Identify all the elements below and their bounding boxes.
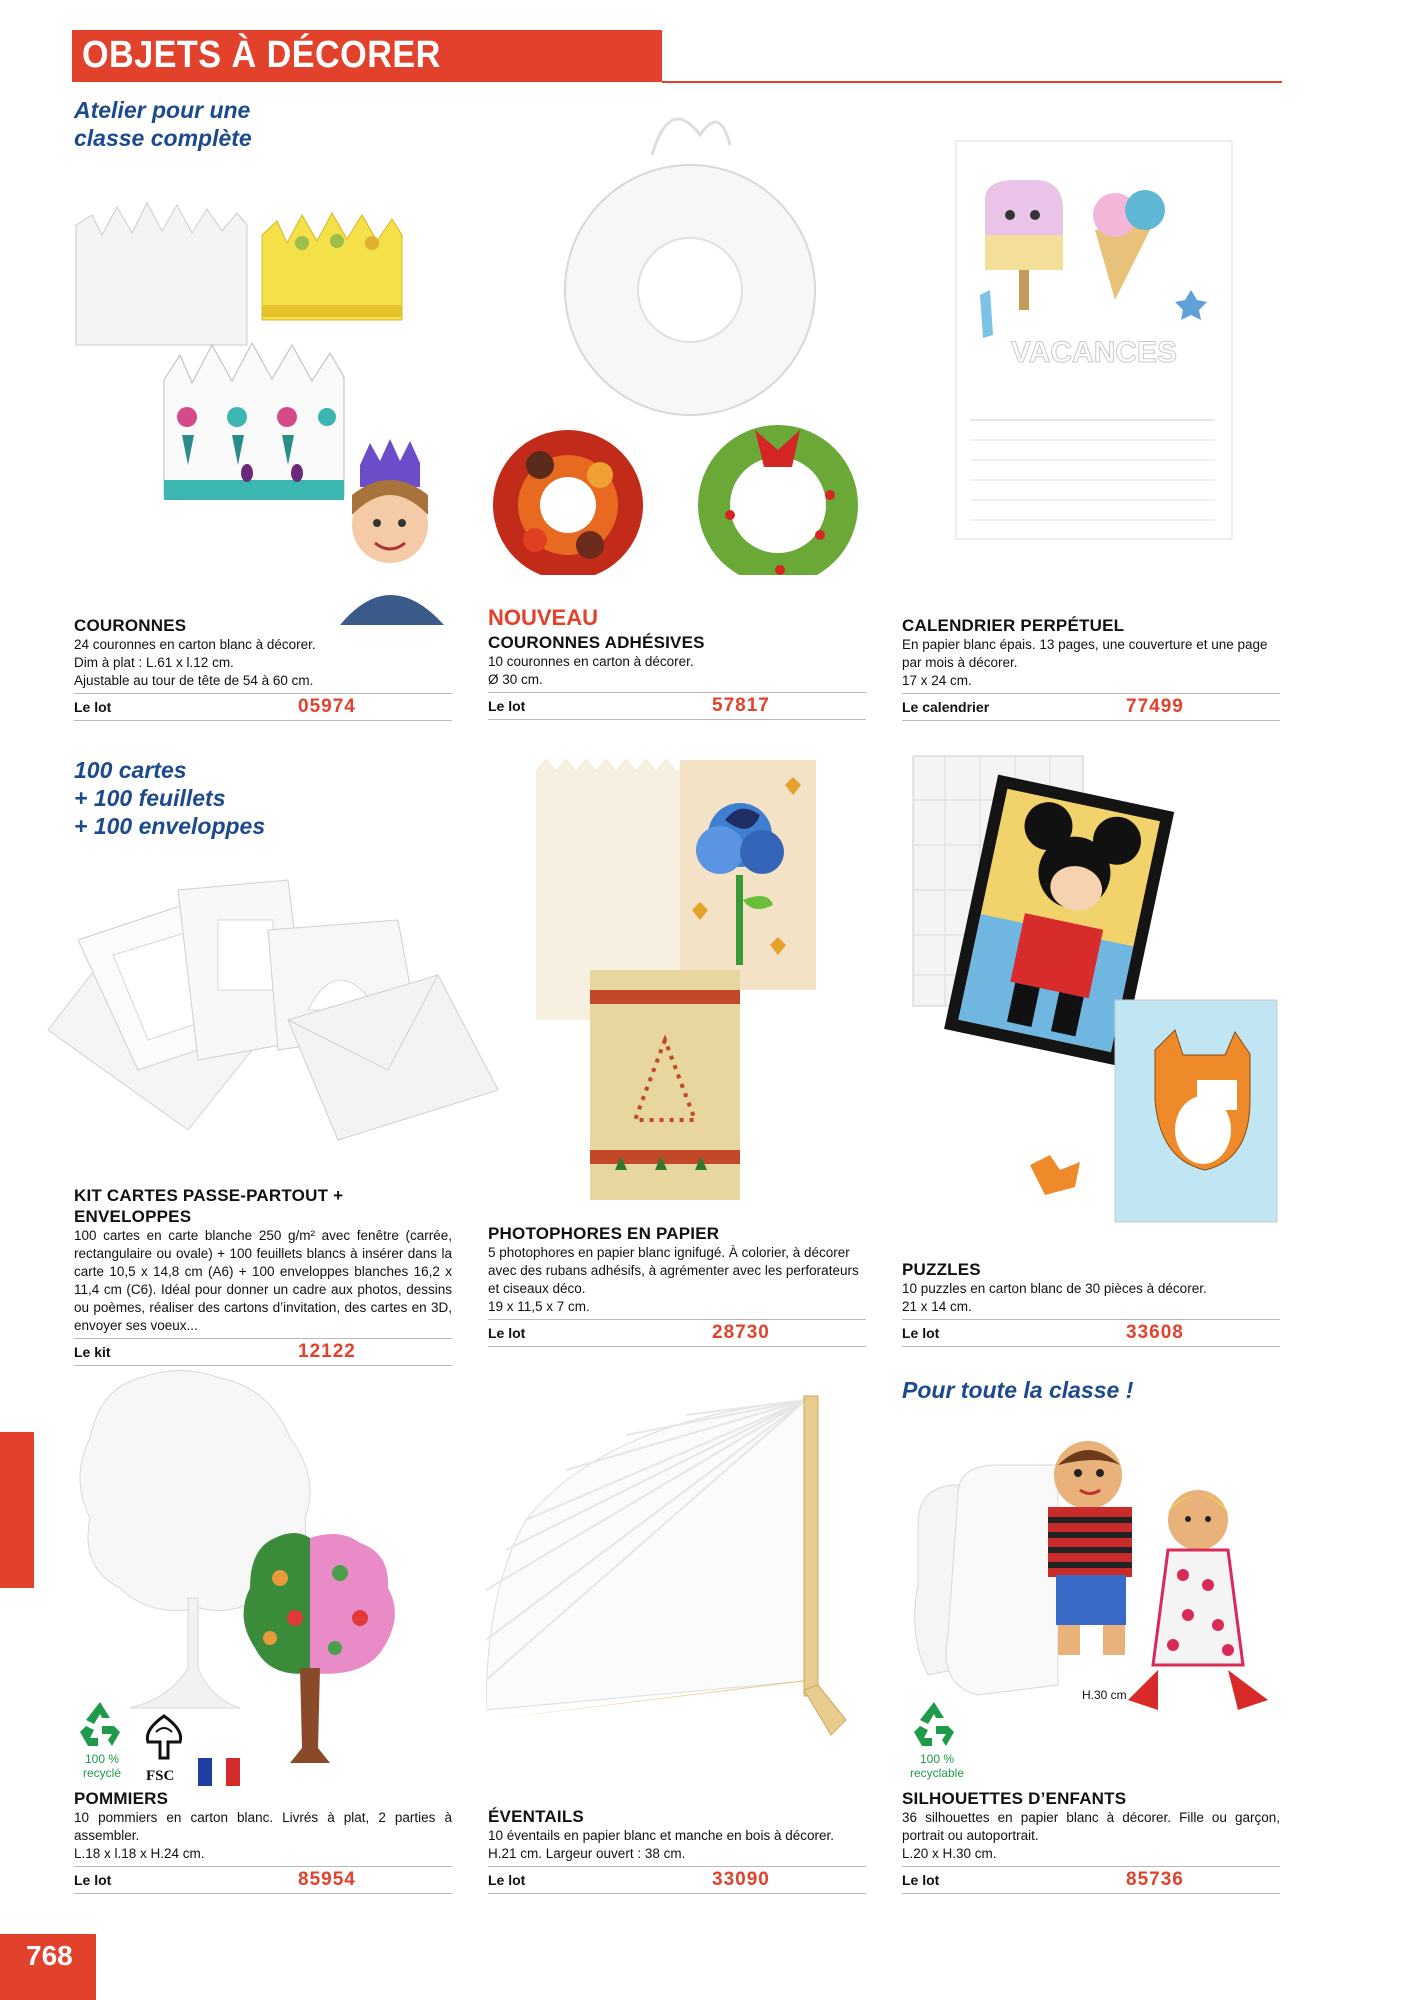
recyclable-label: 100 % recyclable	[909, 1752, 965, 1780]
product-code[interactable]: 12122	[298, 1341, 356, 1362]
product-kit-cartes	[74, 1185, 452, 1366]
crowns-image	[72, 195, 472, 625]
product-description: 10 pommiers en carton blanc. Livrés à plat, 2 parties à assembler. L.18 x l.18 x H.24 cm.	[74, 1810, 452, 1861]
product-code[interactable]: 57817	[712, 695, 770, 716]
product-code[interactable]: 33608	[1126, 1322, 1184, 1343]
price-row	[74, 1338, 452, 1366]
page-title: OBJETS À DÉCORER	[82, 34, 441, 76]
product-title: PUZZLES	[902, 1260, 981, 1279]
product-description: 10 éventails en papier blanc et manche en bois à décorer. H.21 cm. Largeur ouvert : 38 cm.	[488, 1828, 834, 1861]
unit-label: Le lot	[74, 699, 112, 715]
price-row	[902, 693, 1280, 721]
product-description: 5 photophores en papier blanc ignifugé. À colorier, à décorer avec des rubans adhésifs, à agrémenter avec les perforateurs et ciseaux déco. 19 x 11,5 x 7 cm.	[488, 1245, 859, 1314]
product-title: SILHOUETTES D’ENFANTS	[902, 1789, 1127, 1808]
product-description: 36 silhouettes en papier blanc à décorer. Fille ou garçon, portrait ou autoportrait. L.20 x H.30 cm.	[902, 1810, 1280, 1861]
price-row	[902, 1866, 1280, 1894]
recycle-icon	[74, 1698, 126, 1750]
unit-label: Le lot	[74, 1872, 112, 1888]
price-row	[74, 693, 452, 721]
page-number: 768	[26, 1940, 73, 1971]
product-pommiers	[74, 1788, 452, 1894]
product-title: COURONNES ADHÉSIVES	[488, 633, 705, 652]
tagline-crowns: Atelier pour une classe complète	[74, 97, 252, 151]
price-row	[74, 1866, 452, 1894]
calendar-image	[955, 140, 1233, 540]
product-description: 10 puzzles en carton blanc de 30 pièces à décorer. 21 x 14 cm.	[902, 1281, 1207, 1314]
product-description: 10 couronnes en carton à décorer. Ø 30 cm.	[488, 654, 694, 687]
product-code[interactable]: 77499	[1126, 696, 1184, 717]
product-couronnes-adhesives	[488, 606, 866, 720]
unit-label: Le kit	[74, 1344, 111, 1360]
unit-label: Le calendrier	[902, 699, 990, 715]
fsc-tree-icon	[134, 1710, 194, 1768]
unit-label: Le lot	[902, 1872, 940, 1888]
cards-image	[38, 860, 508, 1150]
calendar-word: VACANCES	[1010, 336, 1178, 369]
product-puzzles	[902, 1259, 1280, 1347]
product-title: COURONNES	[74, 616, 187, 635]
price-row	[488, 1319, 866, 1347]
unit-label: Le lot	[902, 1325, 940, 1341]
product-title: PHOTOPHORES EN PAPIER	[488, 1224, 720, 1243]
new-badge: NOUVEAU	[488, 605, 599, 630]
product-description: 24 couronnes en carton blanc à décorer. Dim à plat : L.61 x l.12 cm. Ajustable au tour de tête de 54 à 60 cm.	[74, 637, 316, 688]
price-row	[488, 1866, 866, 1894]
product-silhouettes	[902, 1788, 1280, 1894]
price-row	[902, 1319, 1280, 1347]
unit-label: Le lot	[488, 698, 526, 714]
product-description: 100 cartes en carte blanche 250 g/m² avec fenêtre (carrée, rectangulaire ou ovale) + 100 feuillets blancs à insérer dans la carte 10,5 x 14,8 cm (A6) + 100 enveloppes blanches 16,2 x 11,4 cm (C6). Idéal pour donner un cadre aux photos, dessins ou poèmes, réaliser des cartons d’invitation, des cartes en 3D, envoyer ses voeux...	[74, 1228, 452, 1333]
french-flag-icon	[198, 1758, 240, 1786]
silhouettes-image	[898, 1435, 1288, 1715]
pommiers-image	[70, 1368, 470, 1778]
product-calendrier	[902, 615, 1280, 721]
product-code[interactable]: 28730	[712, 1322, 770, 1343]
product-code[interactable]: 33090	[712, 1869, 770, 1890]
tagline-silhouettes: Pour toute la classe !	[902, 1377, 1134, 1403]
adhesive-crowns-image	[480, 95, 890, 575]
header-rule	[662, 81, 1282, 83]
product-code[interactable]: 05974	[298, 696, 356, 717]
side-tab	[0, 1432, 34, 1588]
product-title: CALENDRIER PERPÉTUEL	[902, 616, 1125, 635]
recycle-label: 100 % recyclé	[82, 1752, 121, 1780]
silhouette-height-note: H.30 cm	[1082, 1688, 1127, 1702]
price-row	[488, 692, 866, 720]
product-couronnes	[74, 615, 452, 721]
product-code[interactable]: 85954	[298, 1869, 356, 1890]
fsc-label: FSC	[146, 1768, 175, 1784]
unit-label: Le lot	[488, 1872, 526, 1888]
product-photophores	[488, 1223, 866, 1347]
product-title: ÉVENTAILS	[488, 1807, 584, 1826]
tagline-cards: 100 cartes + 100 feuillets + 100 enveloppes	[74, 757, 266, 839]
unit-label: Le lot	[488, 1325, 526, 1341]
puzzles-image	[905, 750, 1285, 1230]
photophores-image	[530, 750, 820, 1210]
recycle-icon	[908, 1698, 960, 1750]
product-code[interactable]: 85736	[1126, 1869, 1184, 1890]
product-description: En papier blanc épais. 13 pages, une couverture et une page par mois à décorer. 17 x 24 cm.	[902, 637, 1268, 688]
product-title: KIT CARTES PASSE-PARTOUT + ENVELOPPES	[74, 1186, 344, 1226]
product-title: POMMIERS	[74, 1789, 169, 1808]
eventails-image	[486, 1390, 866, 1770]
product-eventails	[488, 1806, 866, 1894]
